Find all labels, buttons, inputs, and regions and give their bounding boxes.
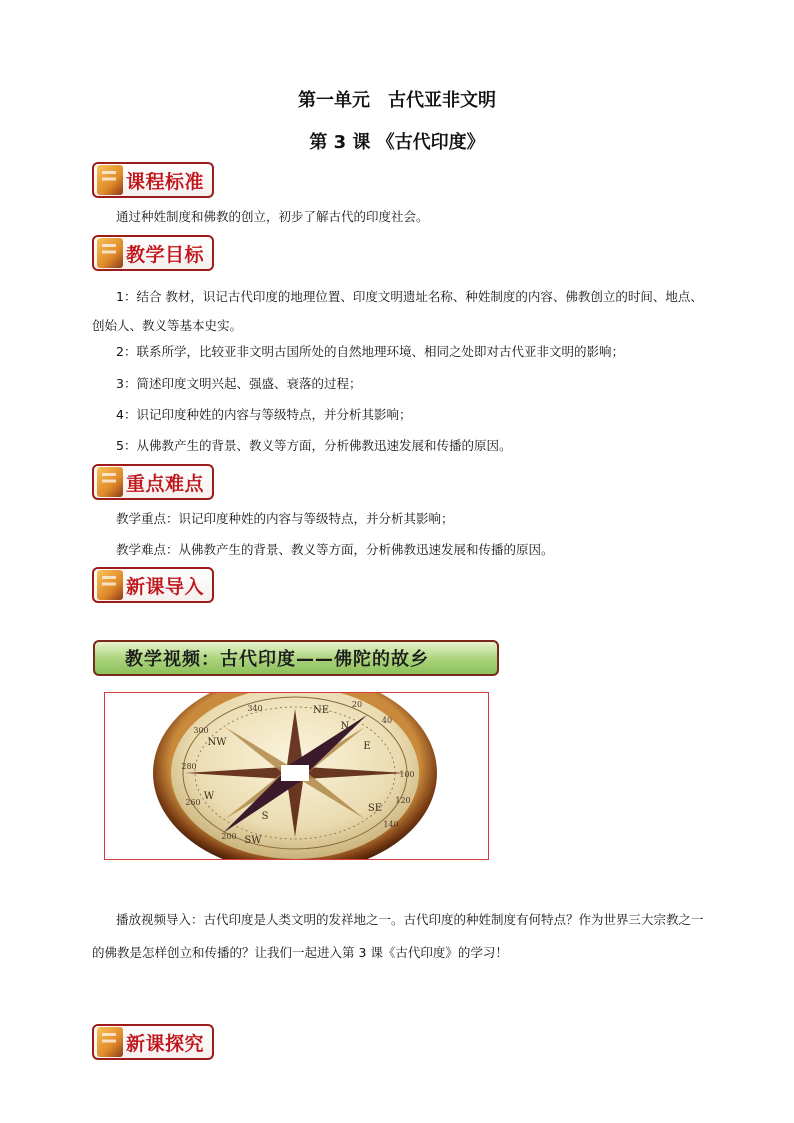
compass-illustration xyxy=(105,693,489,860)
goal-item-3: 3：简述印度文明兴起、强盛、衰落的过程； xyxy=(116,376,362,391)
compass-letter: SW xyxy=(244,835,262,846)
section-badge-standard xyxy=(92,162,214,198)
compass-number: 140 xyxy=(383,820,399,829)
compass-letter: E xyxy=(363,741,371,752)
book-icon xyxy=(97,570,123,600)
goal-item-5: 5：从佛教产生的背景、教义等方面，分析佛教迅速发展和传播的原因。 xyxy=(116,438,512,453)
section-label: 课程标准 xyxy=(126,170,205,193)
goal-item-1: 1：结合 教材，识记古代印度的地理位置、印度文明遗址名称、种姓制度的内容、佛教创立的时间、地点、创始人、教义等基本史实。 xyxy=(92,289,703,333)
book-icon xyxy=(97,1027,123,1057)
focus-text: 教学重点：识记印度种姓的内容与等级特点，并分析其影响； xyxy=(116,511,454,526)
compass-letter: SE xyxy=(367,803,383,814)
section-badge-intro xyxy=(92,567,214,603)
compass-letter: NE xyxy=(312,705,330,716)
book-icon xyxy=(97,165,123,195)
intro-text: 播放视频导入：古代印度是人类文明的发祥地之一。古代印度的种姓制度有何特点？作为世界三大宗教之一的佛教是怎样创立和传播的？让我们一起进入第 3 课《古代印度》的学习！ xyxy=(92,912,704,960)
standard-text: 通过种姓制度和佛教的创立，初步了解古代的印度社会。 xyxy=(116,209,429,224)
video-banner xyxy=(93,640,499,676)
compass-number: 120 xyxy=(395,796,411,805)
compass-letter: N xyxy=(340,721,350,732)
book-icon xyxy=(97,238,123,268)
lesson-title: 第 3 课 《古代印度》 xyxy=(309,132,485,153)
compass-letter: NW xyxy=(207,737,227,748)
section-label: 新课导入 xyxy=(126,575,205,598)
compass-number: 340 xyxy=(247,704,263,713)
video-title: 教学视频：古代印度——佛陀的故乡 xyxy=(125,649,429,670)
compass-image xyxy=(104,692,489,860)
compass-number: 280 xyxy=(181,762,197,771)
unit-title: 第一单元 古代亚非文明 xyxy=(298,90,496,111)
book-icon xyxy=(97,467,123,497)
section-badge-keypoints xyxy=(92,464,214,500)
section-label: 教学目标 xyxy=(126,243,205,266)
compass-number: 260 xyxy=(185,798,201,807)
goal-item-4: 4：识记印度种姓的内容与等级特点，并分析其影响； xyxy=(116,407,412,422)
difficulty-text: 教学难点：从佛教产生的背景、教义等方面，分析佛教迅速发展和传播的原因。 xyxy=(116,542,554,557)
section-label: 重点难点 xyxy=(126,472,205,495)
compass-number: 100 xyxy=(399,770,415,779)
section-badge-explore xyxy=(92,1024,214,1060)
compass-number: 200 xyxy=(221,832,237,841)
compass-letter: W xyxy=(203,791,215,802)
compass-number: 300 xyxy=(193,726,209,735)
section-label: 新课探究 xyxy=(126,1032,205,1055)
compass-letter: S xyxy=(261,811,269,822)
compass-number: 40 xyxy=(381,716,393,725)
section-badge-goals xyxy=(92,235,214,271)
compass-number: 20 xyxy=(351,700,363,709)
goal-item-2: 2：联系所学，比较亚非文明古国所处的自然地理环境、相同之处即对古代亚非文明的影响； xyxy=(116,344,624,359)
